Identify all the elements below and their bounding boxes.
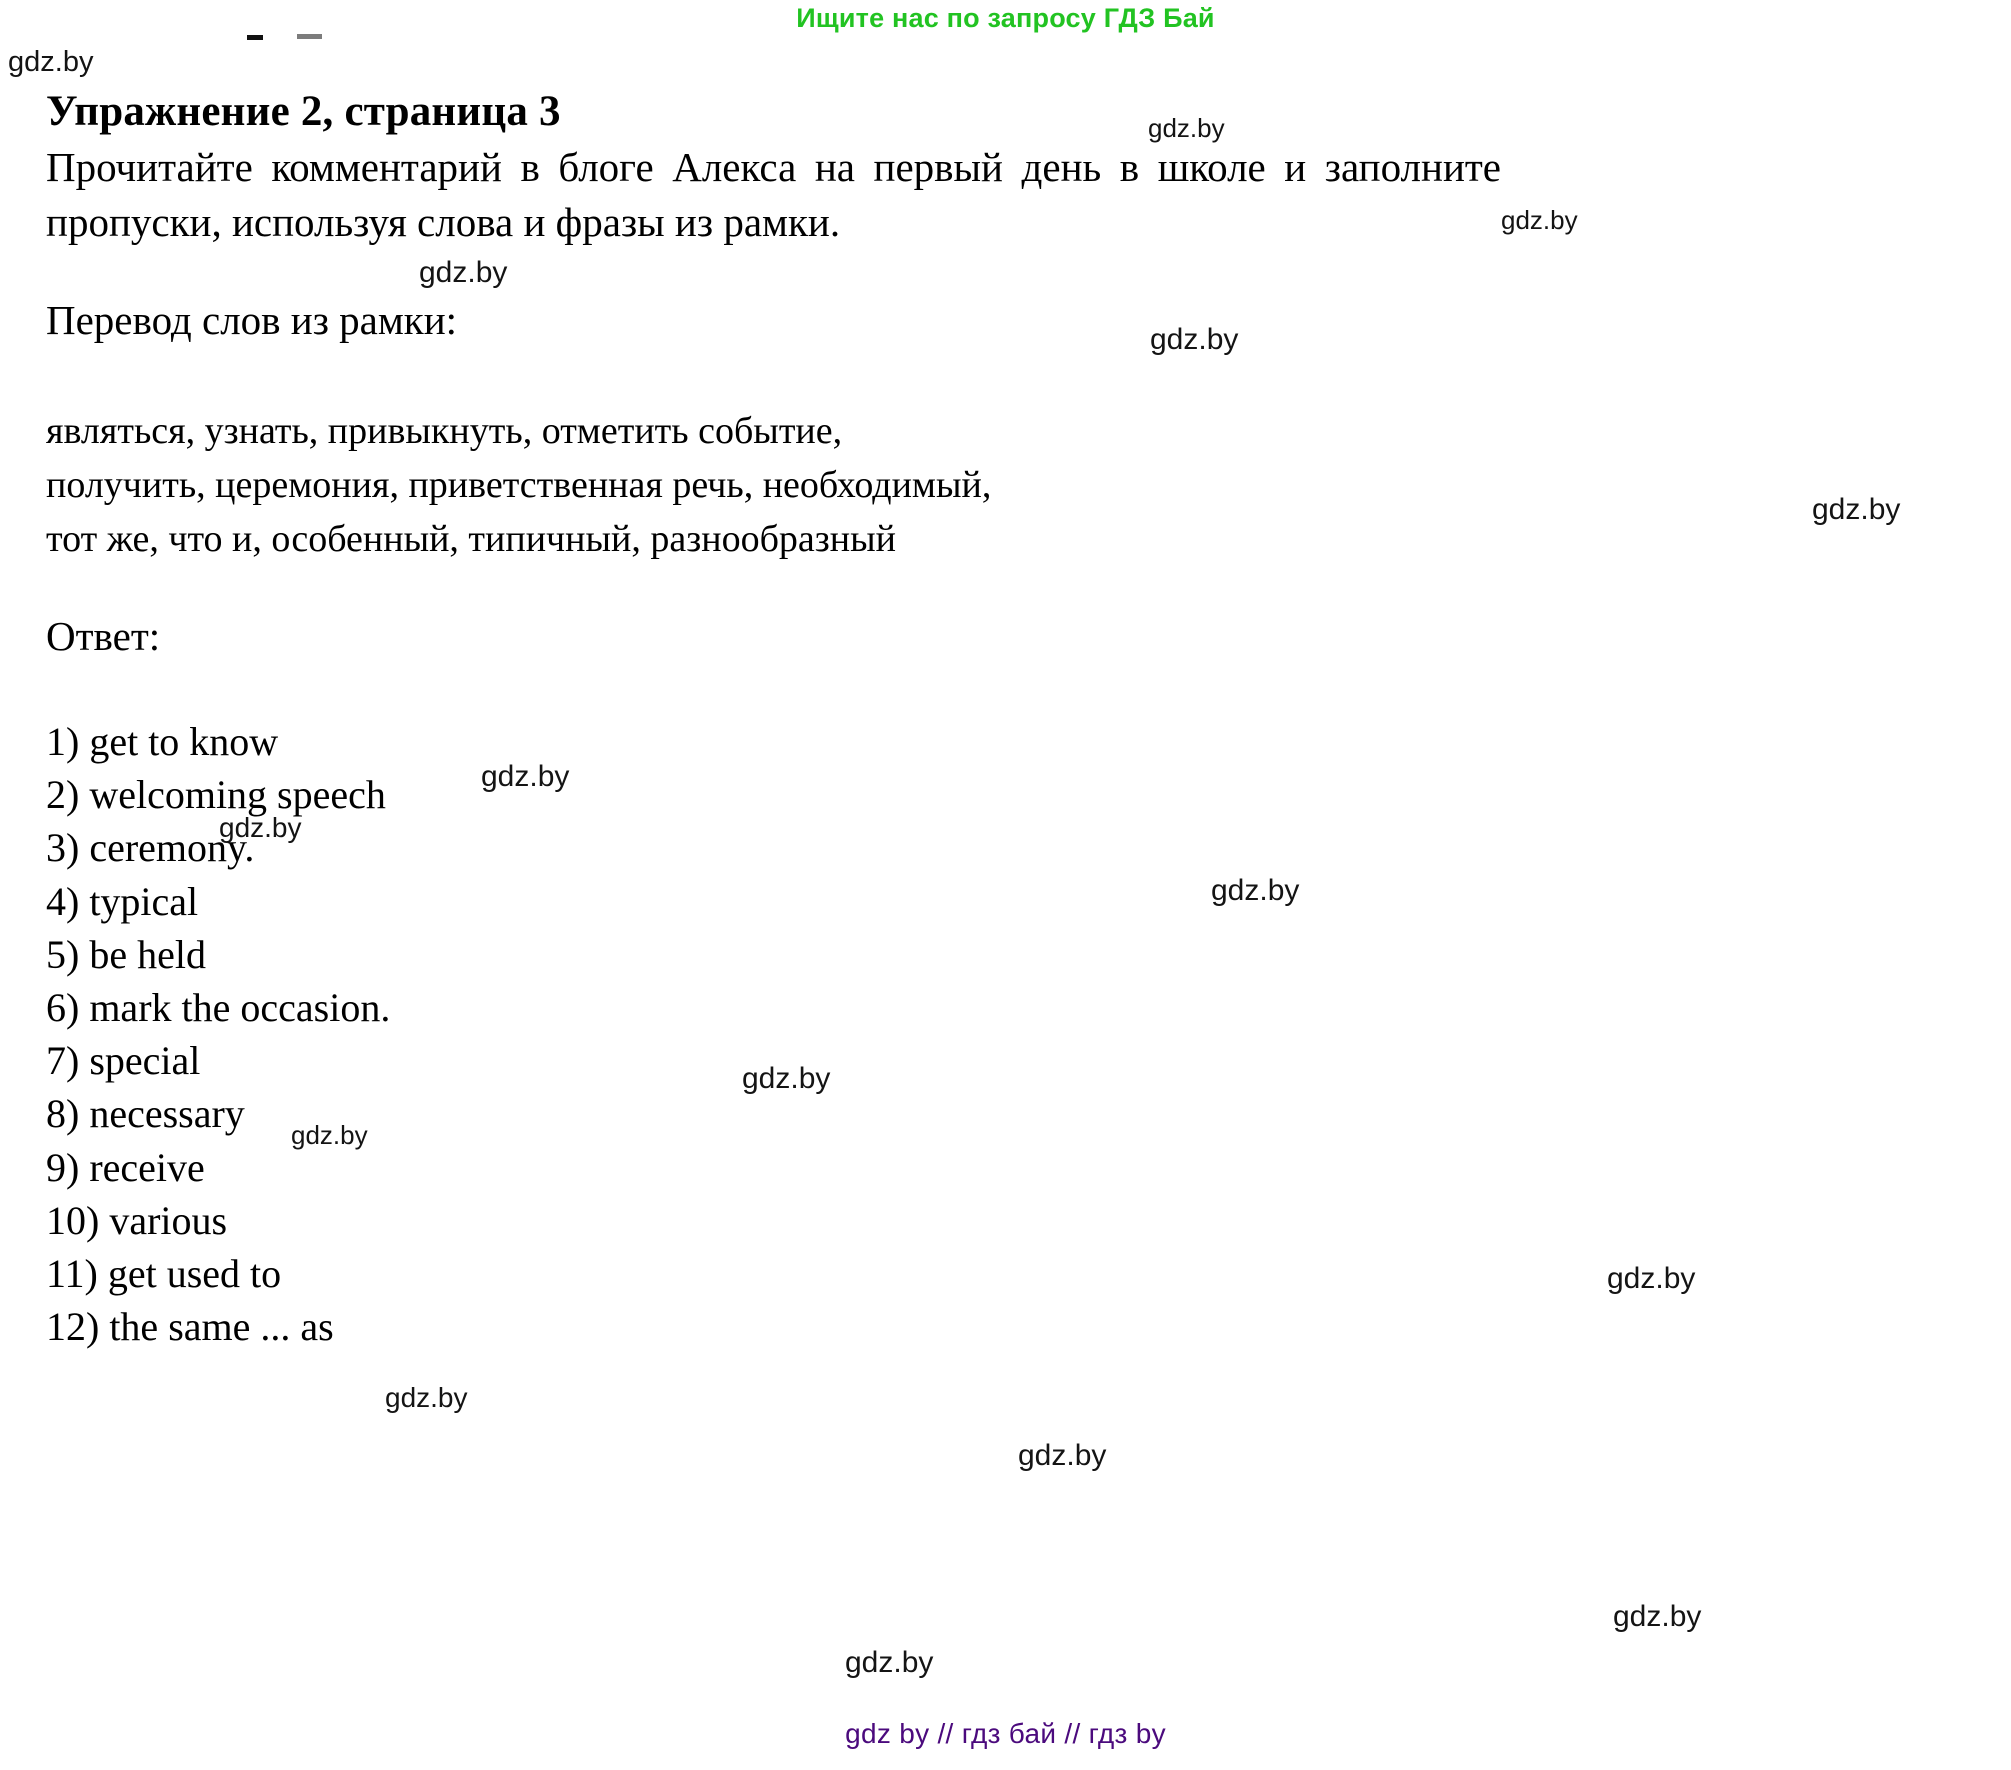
gdz-watermark: gdz.by xyxy=(8,46,94,78)
answer-list xyxy=(46,715,946,1353)
answer-label: Ответ: xyxy=(46,613,161,659)
answer-item: 12) the same ... as xyxy=(46,1304,334,1350)
translation-line: получить, церемония, приветственная речь, необходимый, xyxy=(46,463,992,506)
answer-item: 1) get to know xyxy=(46,719,279,764)
clipped-glyph-remnant xyxy=(247,35,263,40)
answer-item: 6) mark the occasion. xyxy=(46,984,391,1030)
promo-footer-text: gdz by // гдз бай // гдз by xyxy=(845,1718,1166,1749)
gdz-watermark: gdz.by xyxy=(385,1382,468,1413)
answer-item: 7) special xyxy=(46,1038,201,1084)
answer-item: 5) be held xyxy=(46,931,206,977)
gdz-watermark: gdz.by xyxy=(291,1120,368,1150)
gdz-watermark: gdz.by xyxy=(742,1062,831,1095)
gdz-watermark: gdz.by xyxy=(1018,1439,1107,1472)
answer-item: 11) get used to xyxy=(46,1250,282,1296)
gdz-watermark: gdz.by xyxy=(219,812,302,843)
translation-label: Перевод слов из рамки: xyxy=(46,297,458,343)
exercise-title: Упражнение 2, страница 3 xyxy=(46,88,561,135)
translation-word-list xyxy=(46,405,1546,567)
answer-item: 8) necessary xyxy=(46,1091,245,1137)
translation-line: тот же, что и, особенный, типичный, разнообразный xyxy=(46,517,896,560)
answer-item: 2) welcoming speech xyxy=(46,772,386,818)
translation-line: являться, узнать, привыкнуть, отметить событие, xyxy=(46,410,843,452)
gdz-watermark: gdz.by xyxy=(481,760,570,793)
exercise-instruction: Прочитайте комментарий в блоге Алекса на первый день в школе и заполните пропуски, используя слова и фразы из рамки. xyxy=(46,144,1501,245)
answer-item: 4) typical xyxy=(46,878,199,924)
answer-item: 9) receive xyxy=(46,1144,205,1190)
promo-header-text: Ищите нас по запросу ГДЗ Бай xyxy=(796,3,1215,33)
gdz-watermark: gdz.by xyxy=(1812,493,1901,526)
gdz-watermark: gdz.by xyxy=(1613,1600,1702,1633)
answer-item: 10) various xyxy=(46,1197,228,1243)
clipped-glyph-remnant xyxy=(297,34,322,39)
gdz-watermark: gdz.by xyxy=(419,256,508,289)
gdz-watermark: gdz.by xyxy=(1211,874,1300,907)
answer-item: 3) ceremony. xyxy=(46,825,255,871)
gdz-watermark: gdz.by xyxy=(1148,113,1225,143)
gdz-watermark: gdz.by xyxy=(1607,1262,1696,1295)
gdz-watermark: gdz.by xyxy=(1150,323,1239,356)
gdz-watermark: gdz.by xyxy=(845,1646,934,1679)
exercise-block xyxy=(46,86,1501,249)
gdz-watermark: gdz.by xyxy=(1501,205,1578,235)
